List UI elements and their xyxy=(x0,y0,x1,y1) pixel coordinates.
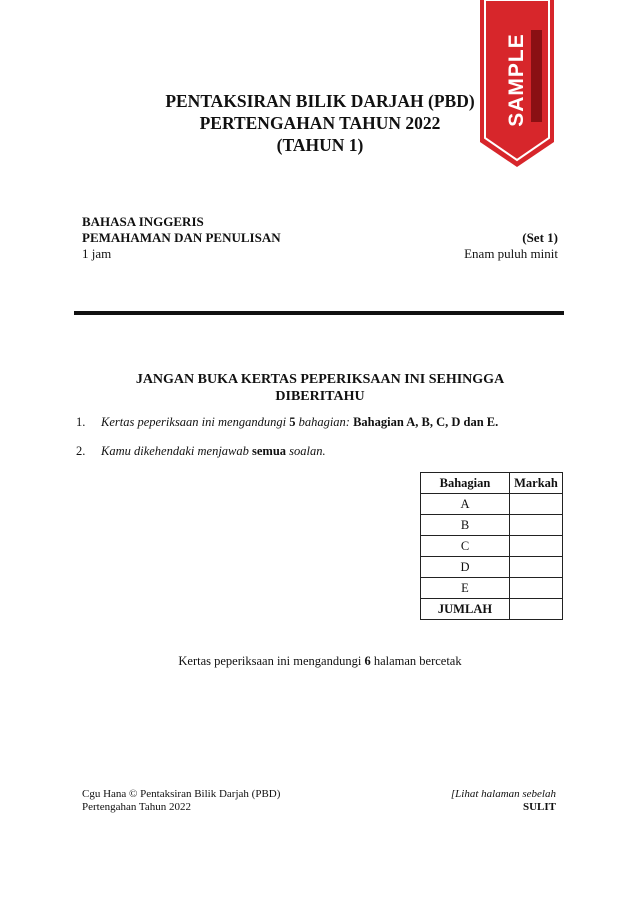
title-line-3: (TAHUN 1) xyxy=(276,135,364,155)
page-note-after: halaman bercetak xyxy=(370,654,462,668)
subject-paper: PEMAHAMAN DAN PENULISAN xyxy=(82,230,281,245)
divider-rule xyxy=(74,311,564,315)
table-row xyxy=(421,536,563,557)
ribbon-label-wrap xyxy=(477,0,557,150)
instruction-bold-2: Bahagian A, B, C, D dan E. xyxy=(349,415,499,429)
table-row-total xyxy=(421,599,563,620)
subject-paper-row xyxy=(82,230,558,246)
set-label: (Set 1) xyxy=(522,230,558,245)
marks-cell xyxy=(510,578,563,599)
footer-left xyxy=(82,788,280,814)
title-line-2: PERTENGAHAN TAHUN 2022 xyxy=(199,113,441,133)
subject-block xyxy=(82,214,558,262)
instruction-1 xyxy=(76,415,498,430)
marks-cell xyxy=(510,515,563,536)
instruction-bold: semua xyxy=(252,444,287,458)
marks-table-header xyxy=(421,473,563,494)
section-label: C xyxy=(421,536,510,557)
footer-right xyxy=(451,788,556,814)
instruction-2 xyxy=(76,444,326,459)
table-row xyxy=(421,515,563,536)
instruction-text: Kertas peperiksaan ini mengandungi xyxy=(101,415,290,429)
section-label: E xyxy=(421,578,510,599)
total-label: JUMLAH xyxy=(421,599,510,620)
footer-next-page-text: [Lihat halaman sebelah xyxy=(450,788,556,800)
instruction-bold: 5 xyxy=(289,415,296,429)
instruction-text-2: bahagian: xyxy=(295,415,350,429)
instruction-number: 1. xyxy=(76,415,86,429)
table-row xyxy=(421,494,563,515)
warning-text xyxy=(90,371,550,405)
marks-table xyxy=(420,472,563,620)
marks-cell xyxy=(510,494,563,515)
header-bahagian: Bahagian xyxy=(421,473,510,494)
instruction-number: 2. xyxy=(76,444,86,458)
ribbon-label: SAMPLE xyxy=(505,33,529,127)
total-marks-cell xyxy=(510,599,563,620)
document-title xyxy=(100,90,540,156)
marks-cell xyxy=(510,557,563,578)
footer-term: Pertengahan Tahun 2022 xyxy=(82,801,192,813)
page-note-before: Kertas peperiksaan ini mengandungi xyxy=(178,654,365,668)
page-count-note xyxy=(100,654,540,669)
instruction-text-2: soalan. xyxy=(286,444,326,458)
duration: 1 jam xyxy=(82,246,112,261)
footer-copyright: Cgu Hana © Pentaksiran Bilik Darjah (PBD) xyxy=(82,788,281,800)
table-row xyxy=(421,557,563,578)
duration-words: Enam puluh minit xyxy=(464,246,558,261)
section-label: A xyxy=(421,494,510,515)
section-label: D xyxy=(421,557,510,578)
subject-name: BAHASA INGGERIS xyxy=(82,214,204,229)
marks-cell xyxy=(510,536,563,557)
title-line-1: PENTAKSIRAN BILIK DARJAH (PBD) xyxy=(165,91,475,111)
instruction-text: Kamu dikehendaki menjawab xyxy=(101,444,253,458)
page-note-count: 6 xyxy=(364,654,371,668)
footer-sulit: SULIT xyxy=(522,801,556,813)
warning-line-2: DIBERITAHU xyxy=(275,389,365,404)
warning-line-1: JANGAN BUKA KERTAS PEPERIKSAAN INI SEHINGGA xyxy=(135,372,505,387)
footer-next-page xyxy=(451,788,556,801)
duration-row xyxy=(82,246,558,262)
table-row xyxy=(421,578,563,599)
header-markah: Markah xyxy=(510,473,563,494)
section-label: B xyxy=(421,515,510,536)
